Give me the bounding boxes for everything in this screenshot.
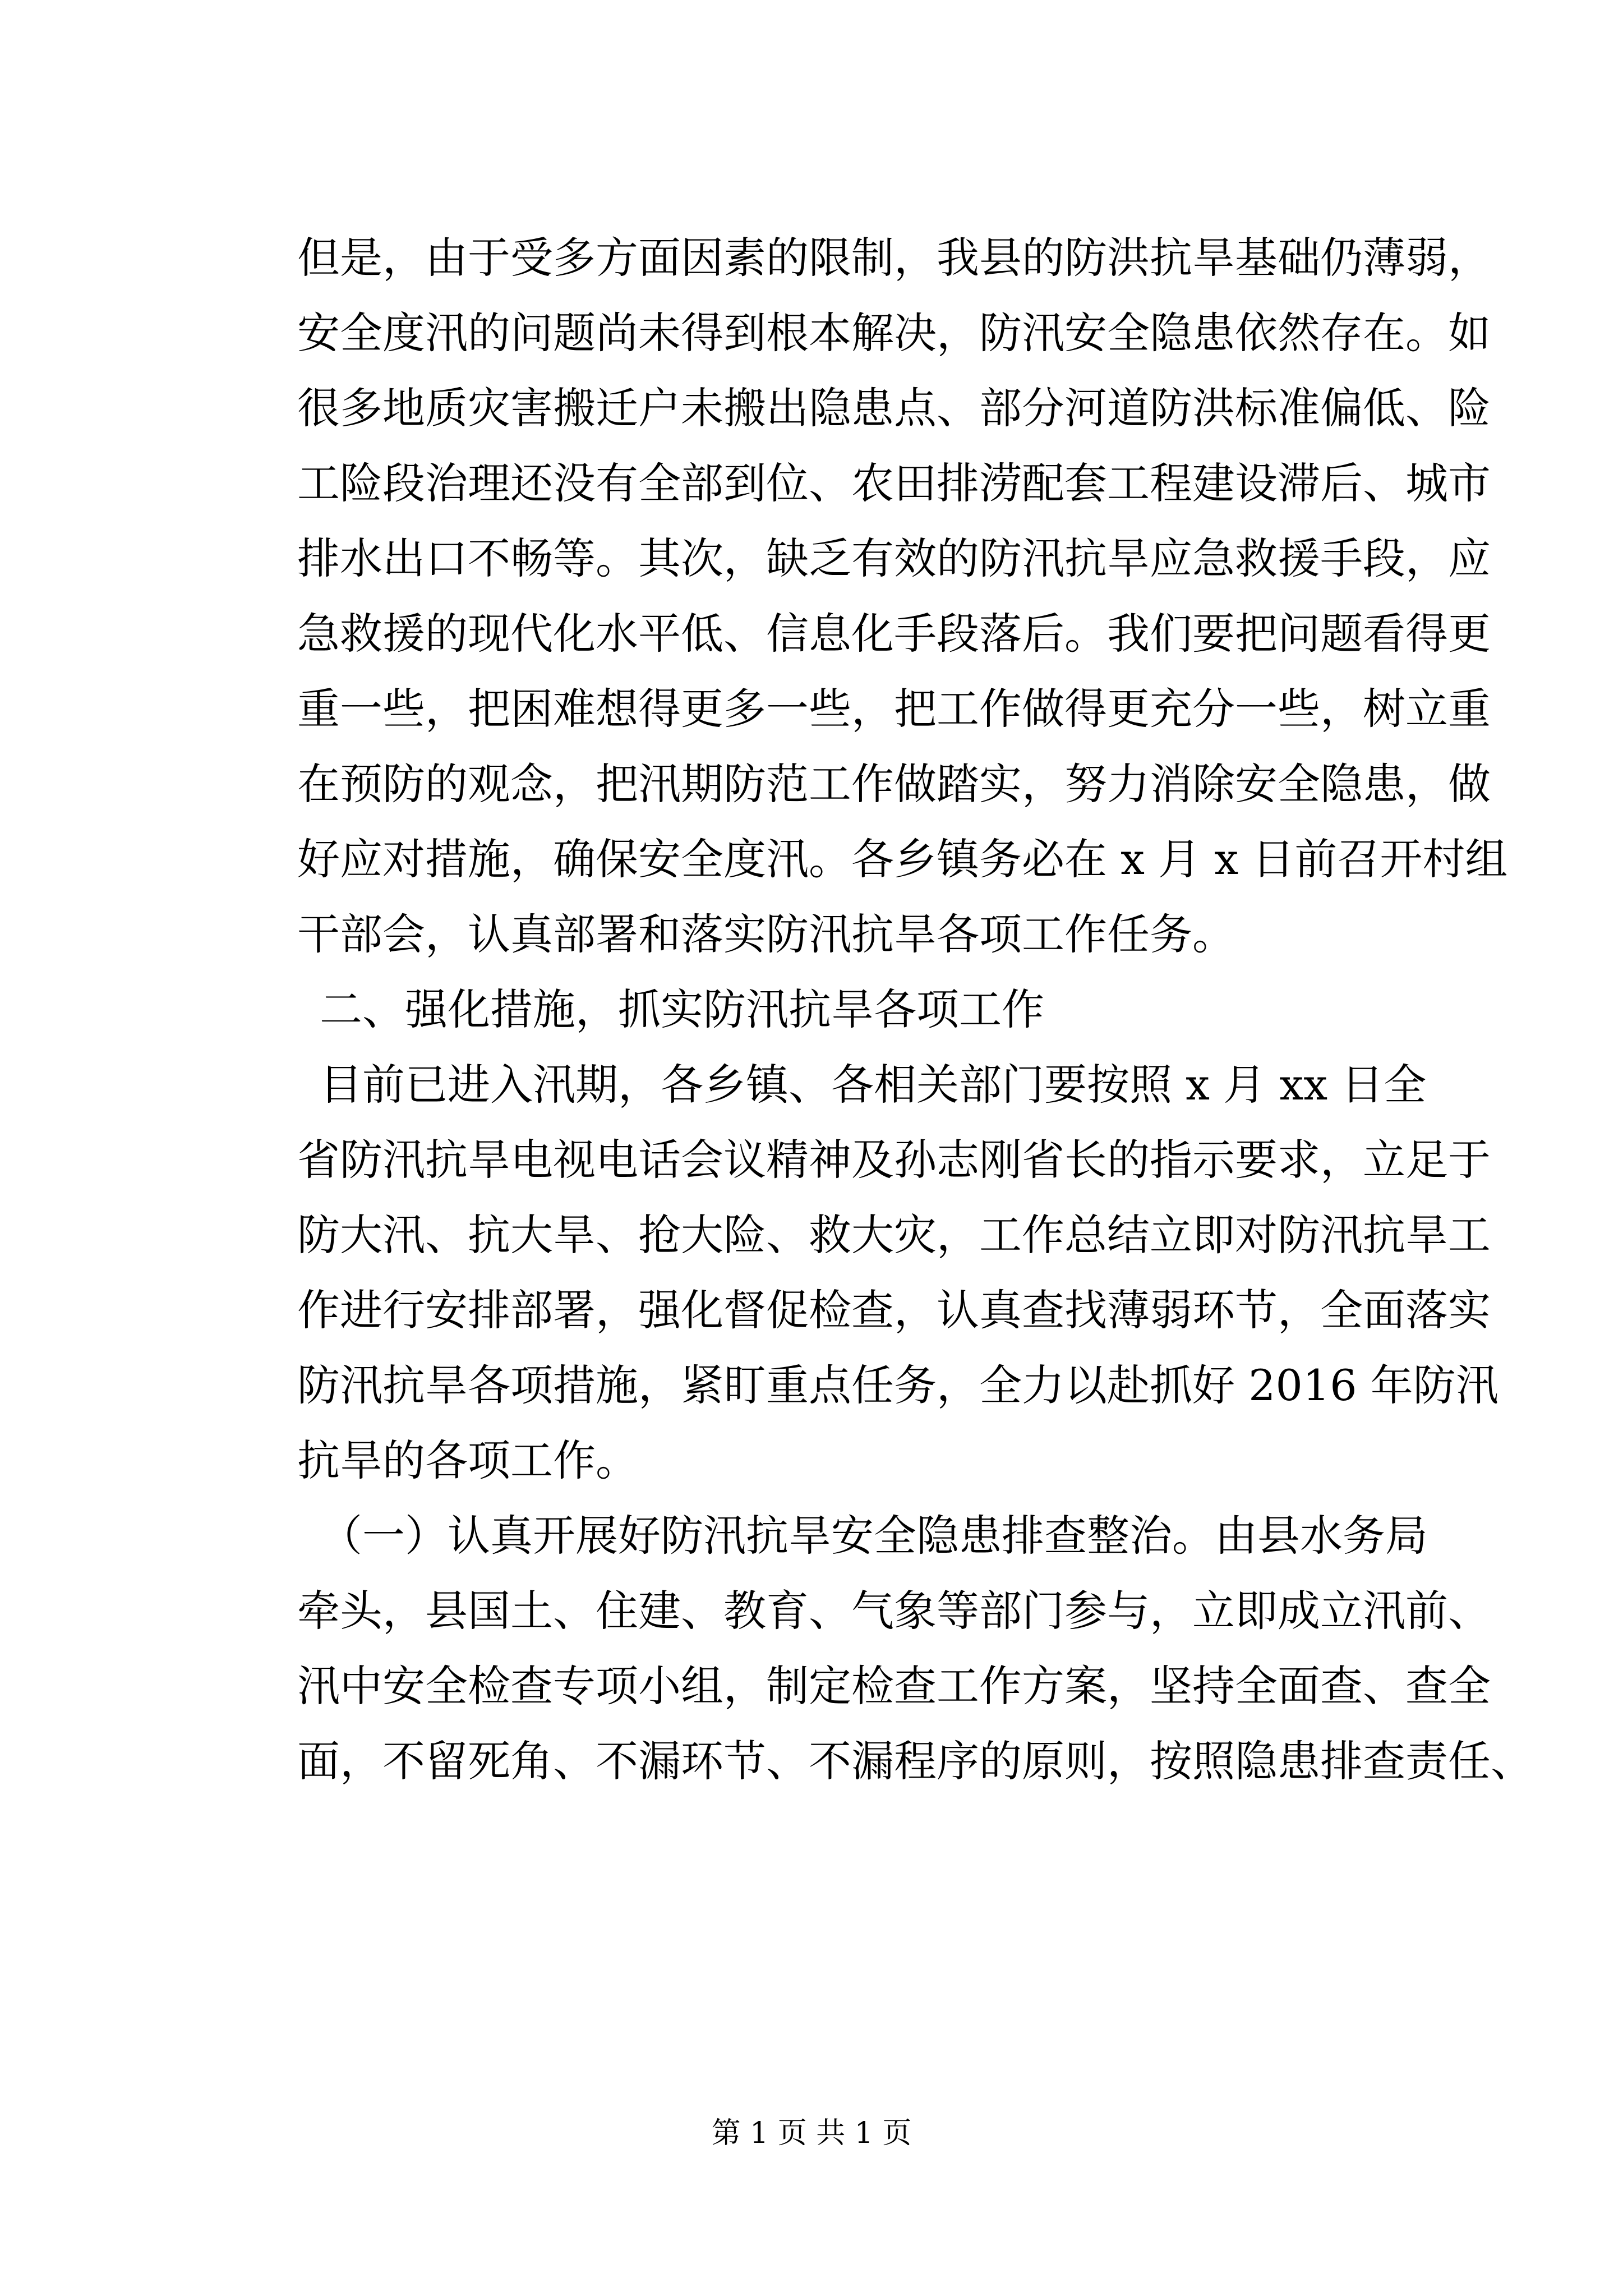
text-line: 省防汛抗旱电视电话会议精神及孙志刚省长的指示要求，立足于 [297,1135,1491,1185]
text-line: 汛中安全检查专项小组，制定检查工作方案，坚持全面查、查全 [297,1661,1491,1711]
text-line: 好应对措施，确保安全度汛。各乡镇务必在 x 月 x 日前召开村组 [297,834,1508,884]
text-line: 排水出口不畅等。其次，缺乏有效的防汛抗旱应急救援手段，应 [297,533,1491,583]
text-line: 面，不留死角、不漏环节、不漏程序的原则，按照隐患排查责任、 [297,1736,1533,1786]
section-heading: 二、强化措施，抓实防汛抗旱各项工作 [320,984,1044,1034]
subsection-heading: （一）认真开展好防汛抗旱安全隐患排查整治。由县水务局 [320,1511,1428,1561]
text-line: 工险段治理还没有全部到位、农田排涝配套工程建设滞后、城市 [297,458,1491,508]
text-line: 牵头，县国土、住建、教育、气象等部门参与，立即成立汛前、 [297,1586,1491,1636]
text-line: 在预防的观念，把汛期防范工作做踏实，努力消除安全隐患，做 [297,759,1491,809]
text-line: 防汛抗旱各项措施，紧盯重点任务，全力以赴抓好 2016 年防汛 [297,1360,1498,1410]
text-line: 防大汛、抗大旱、抢大险、救大灾，工作总结立即对防汛抗旱工 [297,1210,1491,1260]
page-number: 第 1 页 共 1 页 [711,2116,912,2150]
text-line: 干部会，认真部署和落实防汛抗旱各项工作任务。 [297,909,1235,959]
text-line: 但是，由于受多方面因素的限制，我县的防洪抗旱基础仍薄弱， [297,233,1491,283]
text-line: 很多地质灾害搬迁户未搬出隐患点、部分河道防洪标准偏低、险 [297,383,1491,433]
text-line: 作进行安排部署，强化督促检查，认真查找薄弱环节，全面落实 [297,1285,1491,1335]
text-line: 安全度汛的问题尚未得到根本解决，防汛安全隐患依然存在。如 [297,308,1491,358]
text-line: 抗旱的各项工作。 [297,1435,638,1485]
text-line: 急救援的现代化水平低、信息化手段落后。我们要把问题看得更 [297,609,1491,659]
page-footer [0,2114,1623,2153]
text-line: 目前已进入汛期，各乡镇、各相关部门要按照 x 月 xx 日全 [320,1060,1427,1110]
text-line: 重一些，把困难想得更多一些，把工作做得更充分一些，树立重 [297,684,1491,734]
